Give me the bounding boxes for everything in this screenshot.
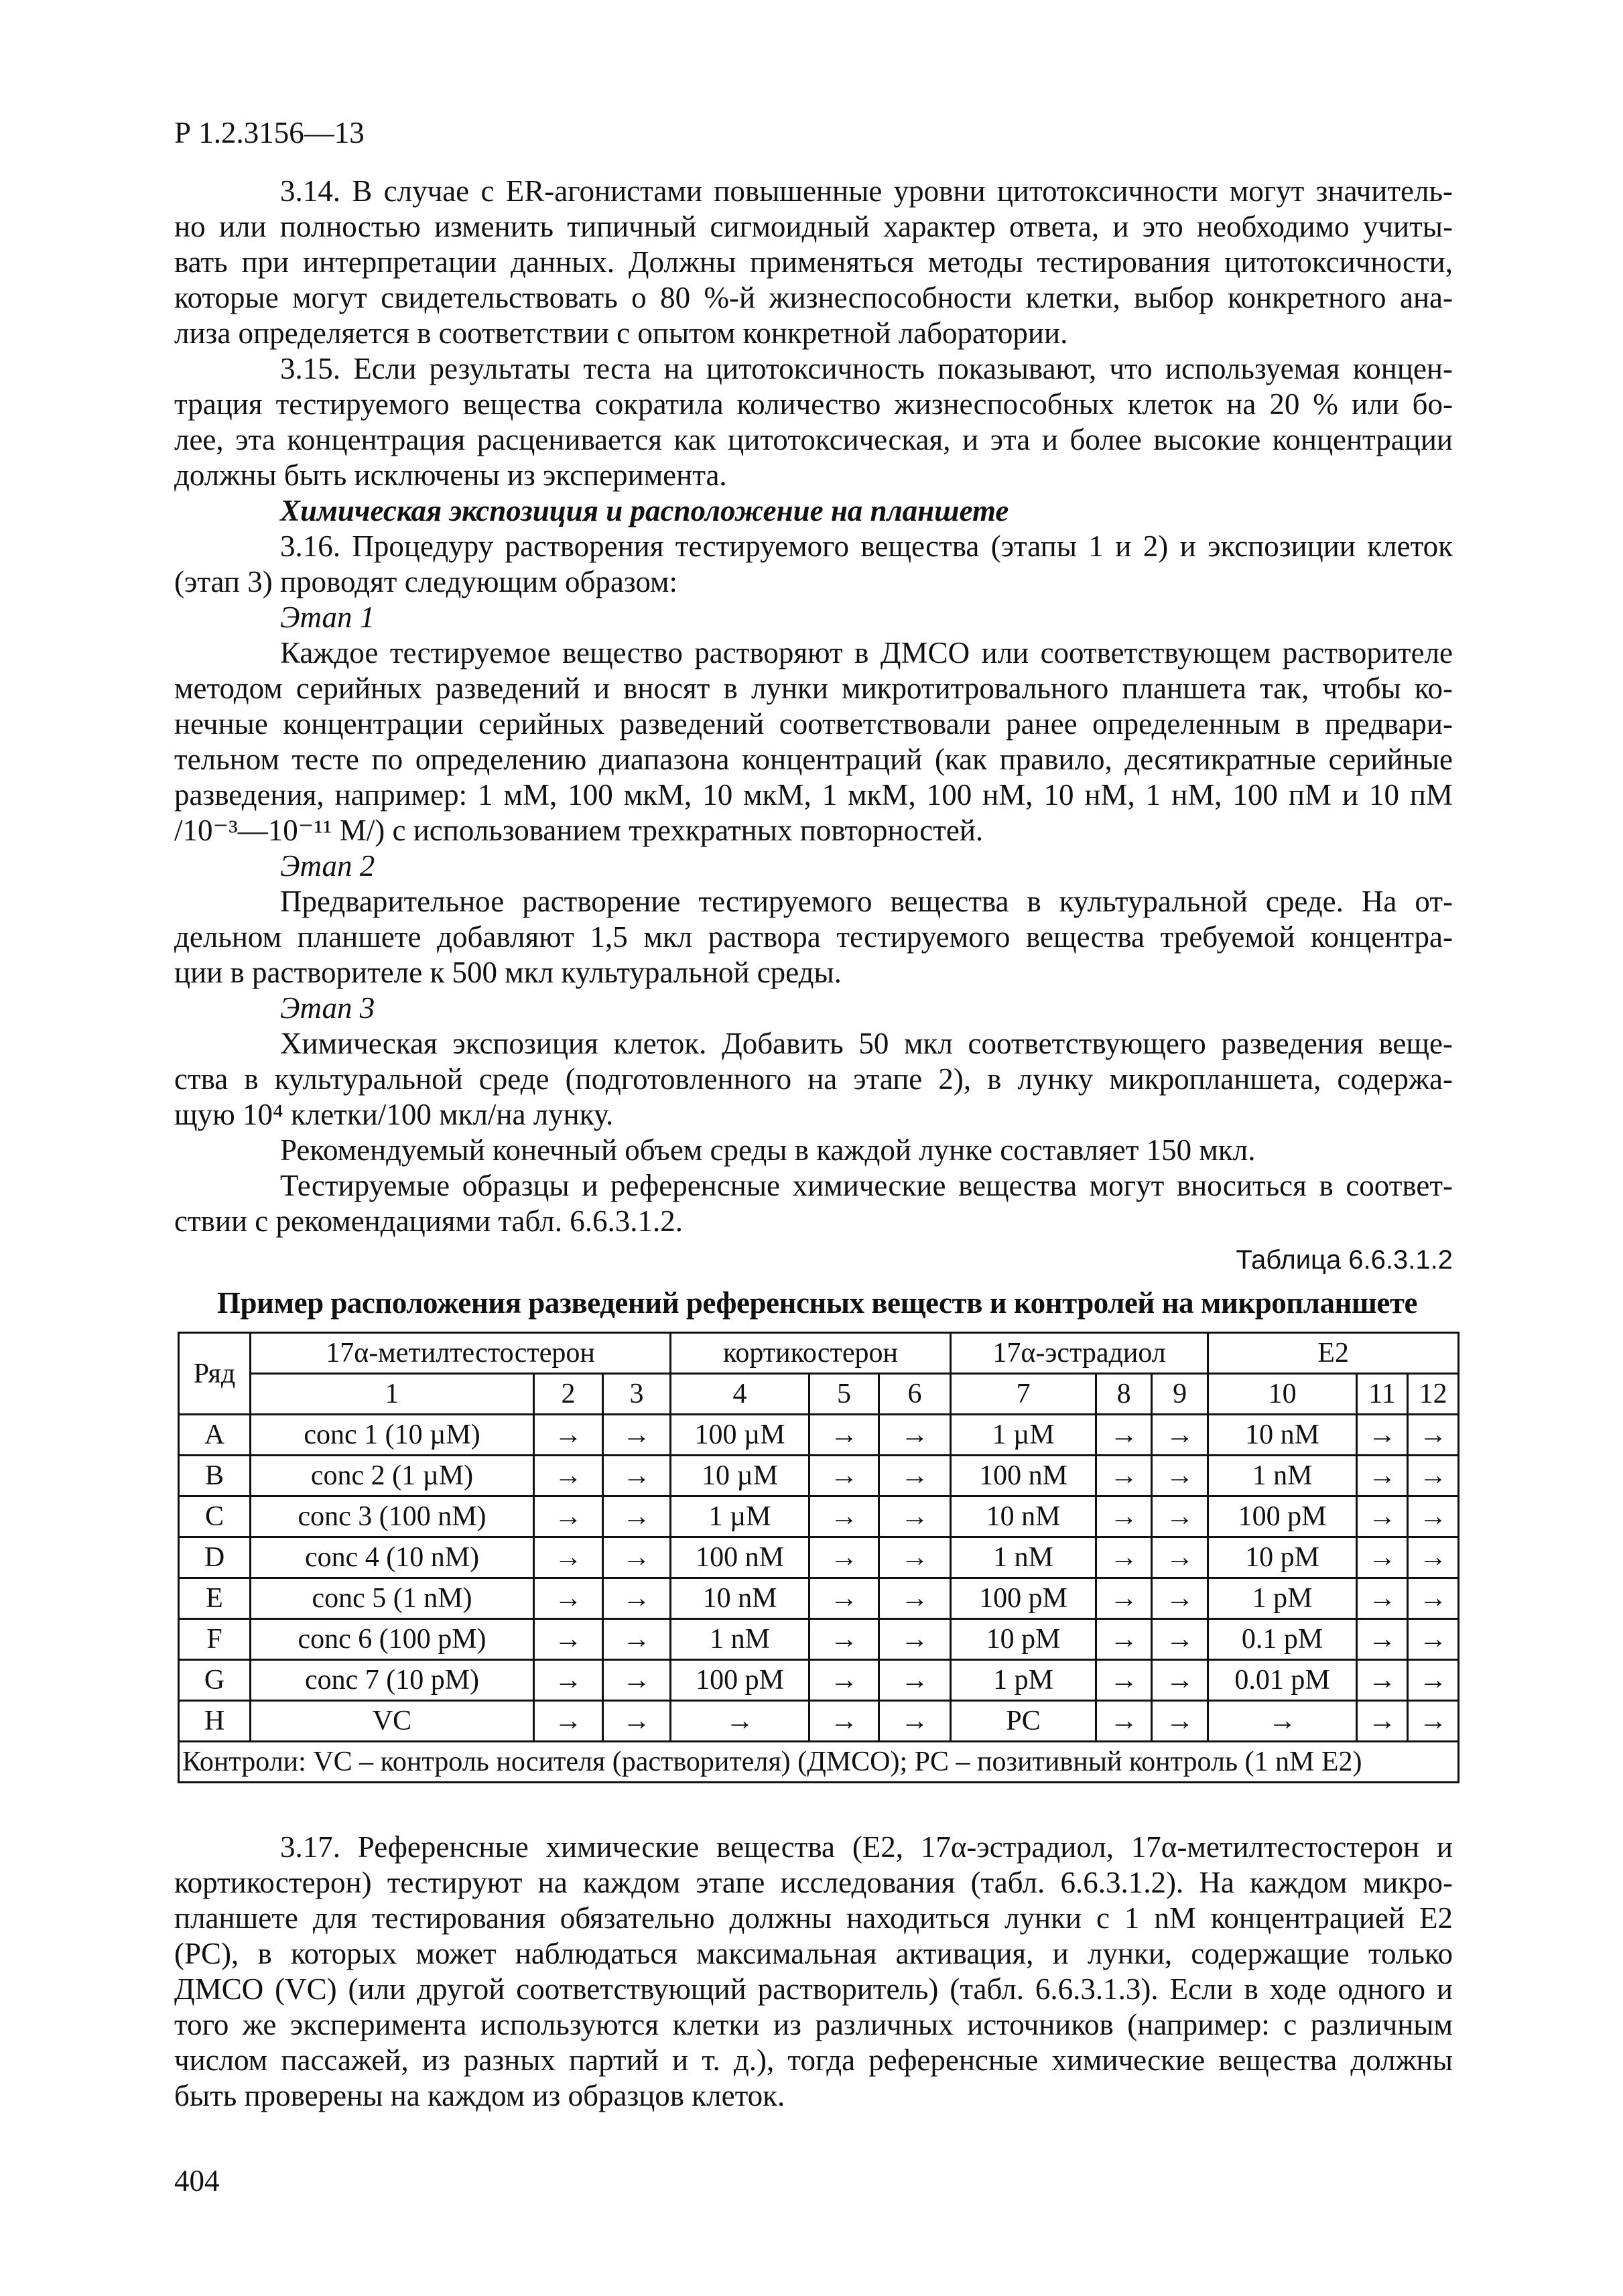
paragraph-line: ДМСО (VC) (или другой соответствующий растворитель) (табл. 6.6.3.1.3). Если в ходе одного и (174, 1972, 1453, 2006)
arrow-cell: → (809, 1537, 879, 1578)
arrow-cell: → (1096, 1578, 1152, 1619)
substance-group-header: E2 (1208, 1333, 1459, 1374)
paragraph-line: Рекомендуемый конечный объем среды в каждой лунке составляет 150 мкл. (280, 1133, 1256, 1167)
concentration-cell: conc 3 (100 nM) (251, 1496, 534, 1537)
arrow-cell: → (534, 1701, 603, 1742)
paragraph-line: нечные концентрации серийных разведений соответствовали ранее определенным в предвари- (174, 707, 1453, 741)
arrow-cell: → (603, 1537, 671, 1578)
paragraph-line: Каждое тестируемое вещество растворяют в ДМСО или соответствующем растворителе (280, 636, 1453, 669)
concentration-cell: conc 5 (1 nM) (251, 1578, 534, 1619)
arrow-cell: → (1208, 1701, 1357, 1742)
table-title: Пример расположения разведений референсных веществ и контролей на микропланшете (217, 1286, 1417, 1320)
column-number-cell: 10 (1208, 1374, 1357, 1415)
paragraph-line: дельном планшете добавляют 1,5 мкл раствора тестируемого вещества требуемой концентра- (174, 920, 1453, 954)
table-header-row (179, 1333, 1459, 1374)
arrow-cell: → (603, 1415, 671, 1456)
arrow-cell: → (879, 1496, 951, 1537)
arrow-cell: → (1096, 1456, 1152, 1496)
concentration-cell: 10 nM (951, 1496, 1096, 1537)
arrow-cell: → (879, 1701, 951, 1742)
concentration-cell: 1 pM (1208, 1578, 1357, 1619)
concentration-cell: 100 nM (951, 1456, 1096, 1496)
arrow-cell: → (809, 1619, 879, 1660)
arrow-cell: → (1152, 1415, 1208, 1456)
table-number: Таблица 6.6.3.1.2 (1236, 1245, 1453, 1275)
arrow-cell: → (1152, 1619, 1208, 1660)
concentration-cell: 1 nM (671, 1619, 809, 1660)
concentration-cell: PC (951, 1701, 1096, 1742)
arrow-cell: → (1152, 1701, 1208, 1742)
concentration-cell: conc 6 (100 pM) (251, 1619, 534, 1660)
arrow-cell: → (603, 1496, 671, 1537)
paragraph-line: числом пассажей, из разных партий и т. д.), тогда референсные химические вещества должны (174, 2043, 1453, 2077)
table-row (179, 1537, 1459, 1578)
arrow-cell: → (1357, 1496, 1408, 1537)
column-number-cell: 5 (809, 1374, 879, 1415)
arrow-cell: → (1152, 1578, 1208, 1619)
column-number-cell: 6 (879, 1374, 951, 1415)
column-number-cell: 8 (1096, 1374, 1152, 1415)
paragraph-line: щую 10⁴ клетки/100 мкл/на лунку. (174, 1098, 614, 1131)
arrow-cell: → (1096, 1415, 1152, 1456)
concentration-cell: 0.1 pM (1208, 1619, 1357, 1660)
concentration-cell: 1 µM (951, 1415, 1096, 1456)
arrow-cell: → (1152, 1456, 1208, 1496)
concentration-cell: VC (251, 1701, 534, 1742)
paragraph-line: но или полностью изменить типичный сигмоидный характер ответа, и это необходимо учиты- (174, 210, 1453, 243)
arrow-cell: → (809, 1496, 879, 1537)
arrow-cell: → (1408, 1660, 1459, 1701)
arrow-cell: → (1357, 1660, 1408, 1701)
arrow-cell: → (1357, 1619, 1408, 1660)
arrow-cell: → (879, 1456, 951, 1496)
stage-label: Этап 1 (280, 600, 375, 634)
concentration-cell: 10 nM (671, 1578, 809, 1619)
table-row (179, 1660, 1459, 1701)
column-number-cell: 9 (1152, 1374, 1208, 1415)
arrow-cell: → (879, 1415, 951, 1456)
paragraph-line: тельном тесте по определению диапазона концентраций (как правило, десятикратные серийные (174, 743, 1453, 776)
paragraph-line: лиза определяется в соответствии с опытом конкретной лаборатории. (174, 316, 1068, 350)
concentration-cell: 10 µM (671, 1456, 809, 1496)
concentration-cell: 100 nM (671, 1537, 809, 1578)
column-number-cell: 11 (1357, 1374, 1408, 1415)
concentration-cell: conc 7 (10 pM) (251, 1660, 534, 1701)
table-row (179, 1619, 1459, 1660)
arrow-cell: → (1408, 1619, 1459, 1660)
arrow-cell: → (534, 1456, 603, 1496)
arrow-cell: → (671, 1701, 809, 1742)
paragraph-line: (PC), в которых может наблюдаться максимальная активация, и лунки, содержащие только (174, 1937, 1453, 1970)
row-label-cell: G (179, 1660, 251, 1701)
paragraph-line: методом серийных разведений и вносят в лунки микротитровального планшета так, чтобы ко- (174, 672, 1453, 705)
arrow-cell: → (879, 1619, 951, 1660)
arrow-cell: → (1357, 1415, 1408, 1456)
arrow-cell: → (603, 1578, 671, 1619)
column-number-cell: 7 (951, 1374, 1096, 1415)
row-label-cell: B (179, 1456, 251, 1496)
arrow-cell: → (1152, 1496, 1208, 1537)
document-code: Р 1.2.3156—13 (174, 116, 365, 149)
column-number-cell: 3 (603, 1374, 671, 1415)
arrow-cell: → (534, 1578, 603, 1619)
column-number-cell: 12 (1408, 1374, 1459, 1415)
paragraph-line: 3.15. Если результаты теста на цитотоксичность показывают, что используемая концен- (280, 352, 1453, 385)
arrow-cell: → (603, 1619, 671, 1660)
paragraph-line: Тестируемые образцы и референсные химические вещества могут вноситься в соответ- (280, 1169, 1453, 1202)
table-row (179, 1701, 1459, 1742)
table-row (179, 1415, 1459, 1456)
arrow-cell: → (1096, 1537, 1152, 1578)
paragraph-line: ствии с рекомендациями табл. 6.6.3.1.2. (174, 1204, 683, 1238)
arrow-cell: → (1408, 1456, 1459, 1496)
table-row (179, 1456, 1459, 1496)
arrow-cell: → (879, 1578, 951, 1619)
paragraph-line: 3.16. Процедуру растворения тестируемого вещества (этапы 1 и 2) и экспозиции клеток (280, 529, 1453, 563)
paragraph-line: Предварительное растворение тестируемого вещества в культуральной среде. На от- (280, 885, 1453, 918)
column-number-row (179, 1374, 1459, 1415)
row-label-cell: A (179, 1415, 251, 1456)
plate-layout-table (178, 1332, 1459, 1783)
concentration-cell: 100 pM (671, 1660, 809, 1701)
paragraph-line: кортикостерон) тестируют на каждом этапе исследования (табл. 6.6.3.1.2). На каждом микро- (174, 1866, 1453, 1899)
arrow-cell: → (1357, 1578, 1408, 1619)
paragraph-line: ства в культуральной среде (подготовленного на этапе 2), в лунку микропланшета, содержа- (174, 1062, 1453, 1096)
paragraph-line: Химическая экспозиция клеток. Добавить 50 мкл соответствующего разведения веще- (280, 1027, 1453, 1060)
arrow-cell: → (809, 1456, 879, 1496)
body-text-bottom (174, 1830, 1453, 2114)
concentration-cell: 1 µM (671, 1496, 809, 1537)
arrow-cell: → (1096, 1496, 1152, 1537)
arrow-cell: → (1357, 1701, 1408, 1742)
concentration-cell: 100 pM (951, 1578, 1096, 1619)
arrow-cell: → (1096, 1619, 1152, 1660)
concentration-cell: 1 nM (1208, 1456, 1357, 1496)
arrow-cell: → (603, 1701, 671, 1742)
paragraph-line: лее, эта концентрация расценивается как цитотоксическая, и эта и более высокие концентрации (174, 423, 1453, 456)
column-number-cell: 4 (671, 1374, 809, 1415)
paragraph-line: планшете для тестирования обязательно должны находиться лунки с 1 nМ концентрацией E2 (174, 1901, 1453, 1935)
table-row (179, 1496, 1459, 1537)
arrow-cell: → (603, 1660, 671, 1701)
column-number-cell: 1 (251, 1374, 534, 1415)
paragraph-line: которые могут свидетельствовать о 80 %-й жизнеспособности клетки, выбор конкретного ана- (174, 281, 1453, 314)
paragraph-line: 3.14. В случае с ER-агонистами повышенные уровни цитотоксичности могут значитель- (280, 174, 1453, 208)
arrow-cell: → (1357, 1456, 1408, 1496)
arrow-cell: → (809, 1578, 879, 1619)
stage-label: Этап 3 (280, 991, 375, 1025)
concentration-cell: 10 pM (1208, 1537, 1357, 1578)
stage-label: Этап 2 (280, 849, 375, 883)
arrow-cell: → (1408, 1415, 1459, 1456)
concentration-cell: 1 nM (951, 1537, 1096, 1578)
concentration-cell: 100 pM (1208, 1496, 1357, 1537)
paragraph-line: быть проверены на каждом из образцов клеток. (174, 2079, 785, 2112)
arrow-cell: → (534, 1619, 603, 1660)
paragraph-line: /10⁻³—10⁻¹¹ М/) с использованием трехкратных повторностей. (174, 814, 984, 847)
concentration-cell: 100 µM (671, 1415, 809, 1456)
arrow-cell: → (879, 1537, 951, 1578)
arrow-cell: → (534, 1660, 603, 1701)
arrow-cell: → (1408, 1578, 1459, 1619)
row-label-cell: C (179, 1496, 251, 1537)
arrow-cell: → (534, 1415, 603, 1456)
arrow-cell: → (809, 1660, 879, 1701)
arrow-cell: → (1152, 1660, 1208, 1701)
concentration-cell: 0.01 pM (1208, 1660, 1357, 1701)
row-label-cell: H (179, 1701, 251, 1742)
substance-group-header: 17α-эстрадиол (951, 1333, 1208, 1374)
arrow-cell: → (809, 1415, 879, 1456)
arrow-cell: → (1408, 1701, 1459, 1742)
section-heading: Химическая экспозиция и расположение на планшете (280, 494, 1009, 527)
arrow-cell: → (1408, 1496, 1459, 1537)
substance-group-header: 17α-метилтестостерон (251, 1333, 671, 1374)
row-header-cell: Ряд (179, 1333, 251, 1415)
paragraph-line: должны быть исключены из эксперимента. (174, 458, 727, 492)
arrow-cell: → (1152, 1537, 1208, 1578)
substance-group-header: кортикостерон (671, 1333, 951, 1374)
arrow-cell: → (1096, 1660, 1152, 1701)
table-footnote: Контроли: VC – контроль носителя (растворителя) (ДМСО); PC – позитивный контроль (1 nM E2) (179, 1742, 1459, 1783)
column-number-cell: 2 (534, 1374, 603, 1415)
row-label-cell: F (179, 1619, 251, 1660)
paragraph-line: (этап 3) проводят следующим образом: (174, 565, 677, 598)
arrow-cell: → (1408, 1537, 1459, 1578)
concentration-cell: 1 pM (951, 1660, 1096, 1701)
concentration-cell: 10 nM (1208, 1415, 1357, 1456)
arrow-cell: → (809, 1701, 879, 1742)
concentration-cell: 10 pM (951, 1619, 1096, 1660)
arrow-cell: → (1357, 1537, 1408, 1578)
concentration-cell: conc 1 (10 µM) (251, 1415, 534, 1456)
paragraph-line: трация тестируемого вещества сократила количество жизнеспособных клеток на 20 % или бо- (174, 387, 1453, 421)
concentration-cell: conc 2 (1 µM) (251, 1456, 534, 1496)
paragraph-line: ции в растворителе к 500 мкл культуральной среды. (174, 956, 842, 989)
paragraph-line: вать при интерпретации данных. Должны применяться методы тестирования цитотоксичности, (174, 245, 1453, 279)
paragraph-line: разведения, например: 1 мМ, 100 мкМ, 10 мкМ, 1 мкМ, 100 нМ, 10 нМ, 1 нМ, 100 пМ и 10 пМ (174, 778, 1453, 812)
paragraph-line: того же эксперимента используются клетки из различных источников (например: с различным (174, 2008, 1453, 2041)
table-row (179, 1578, 1459, 1619)
row-label-cell: D (179, 1537, 251, 1578)
row-label-cell: E (179, 1578, 251, 1619)
paragraph-line: 3.17. Референсные химические вещества (E2, 17α-эстрадиол, 17α-метилтестостерон и (280, 1830, 1453, 1864)
footnote-row (179, 1742, 1459, 1783)
arrow-cell: → (534, 1496, 603, 1537)
arrow-cell: → (1096, 1701, 1152, 1742)
arrow-cell: → (603, 1456, 671, 1496)
page-number: 404 (174, 2164, 220, 2197)
concentration-cell: conc 4 (10 nM) (251, 1537, 534, 1578)
arrow-cell: → (879, 1660, 951, 1701)
arrow-cell: → (534, 1537, 603, 1578)
body-text-top (174, 174, 1453, 1239)
